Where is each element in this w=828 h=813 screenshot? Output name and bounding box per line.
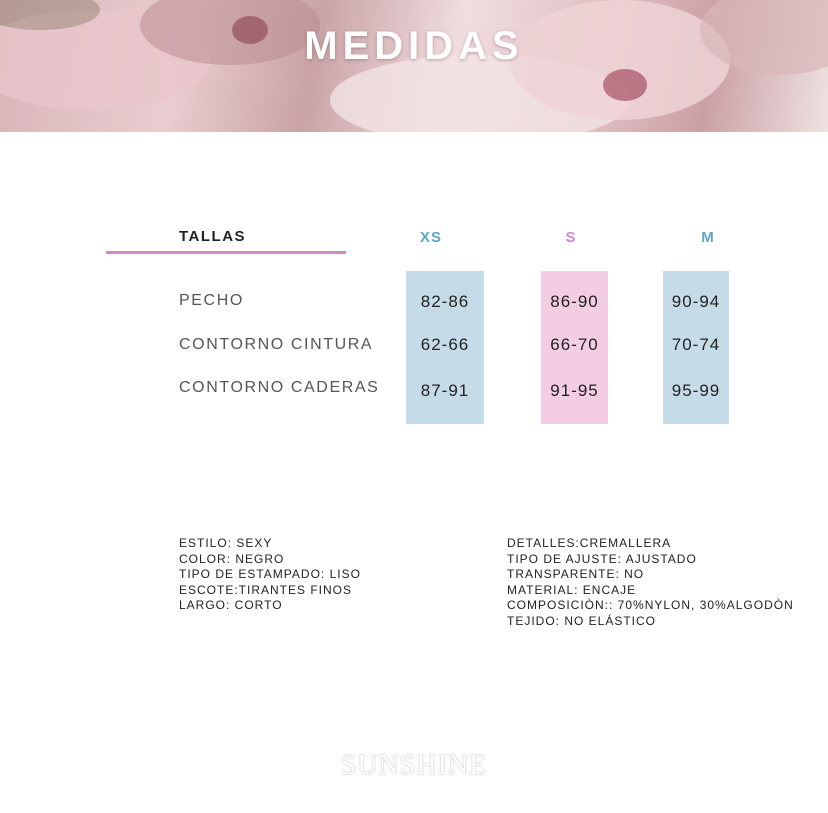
brand-logo: SUNSHINE (340, 750, 488, 781)
spec-item: TIPO DE ESTAMPADO: LISO (179, 567, 361, 581)
spec-item: COLOR: NEGRO (179, 551, 285, 566)
page-title: MEDIDAS (304, 24, 524, 68)
table-cell: 62-66 (420, 335, 470, 354)
header-banner (0, 0, 828, 132)
spec-item: TEJIDO: NO ELÁSTICO (507, 613, 657, 628)
spec-item: COMPOSICIÒN:: 70%NYLON, 30%ALGODÒN (507, 598, 794, 612)
table-cell: 91-95 (550, 381, 599, 400)
table-cell: 66-70 (550, 335, 599, 354)
table-cell: 82-86 (420, 292, 470, 311)
specs-right (507, 536, 794, 629)
spec-item: LARGO: CORTO (179, 598, 283, 612)
spec-item: MATERIAL: ENCAJE (507, 582, 637, 597)
specs-left (179, 536, 361, 614)
row-label-cintura: CONTORNO CINTURA (179, 336, 374, 353)
spec-item: TIPO DE AJUSTE: AJUSTADO (507, 551, 697, 566)
spec-item: ESTILO: SEXY (179, 536, 273, 550)
size-header-xs: XS (419, 229, 442, 246)
table-cell: 90-94 (671, 292, 721, 311)
spec-item: ESCOTE:TIRANTES FINOS (179, 582, 353, 597)
tallas-underline (106, 251, 346, 254)
spec-item: DETALLES:CREMALLERA (507, 536, 672, 550)
size-header-s: S (565, 229, 577, 246)
table-cell: 70-74 (671, 335, 721, 354)
tallas-header: TALLAS (179, 228, 247, 245)
table-cell: 86-90 (550, 292, 599, 311)
row-label-caderas: CONTORNO CADERAS (179, 379, 380, 396)
size-header-m: M (701, 229, 715, 246)
row-label-pecho: PECHO (179, 292, 244, 309)
table-cell: 95-99 (671, 381, 721, 400)
table-cell: 87-91 (420, 381, 470, 400)
spec-item: TRANSPARENTE: NO (507, 567, 645, 581)
